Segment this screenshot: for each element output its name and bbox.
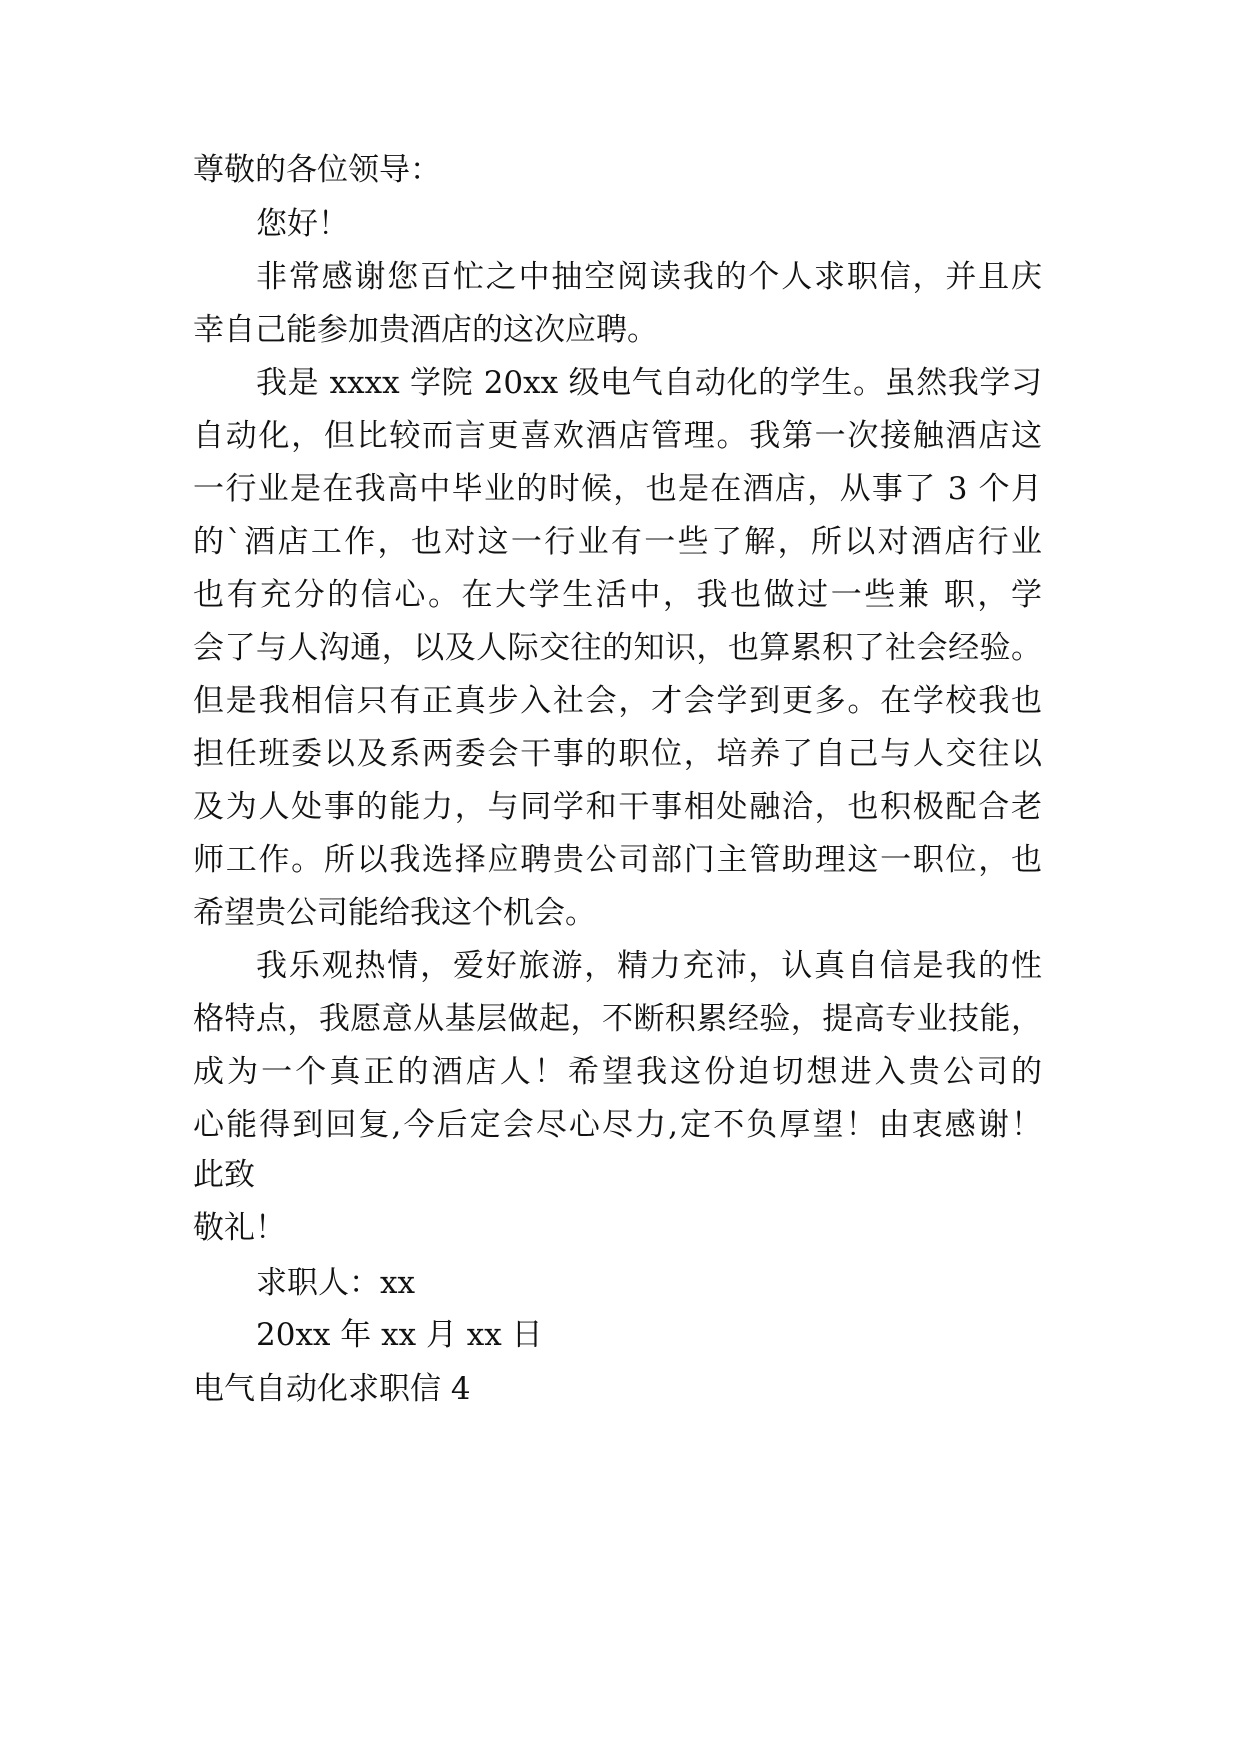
closing-line-2: 敬礼！	[193, 1210, 286, 1246]
closing-line-1: 此致	[193, 1157, 255, 1193]
paragraph-2-line: 自动化，但比较而言更喜欢酒店管理。我第一次接触酒店这	[193, 418, 1042, 454]
paragraph-2-line: 我是 xxxx 学院 20xx 级电气自动化的学生。虽然我学习	[256, 365, 1042, 401]
paragraph-3-line: 格特点，我愿意从基层做起，不断积累经验，提高专业技能，	[193, 1001, 1042, 1037]
paragraph-1-line: 非常感谢您百忙之中抽空阅读我的个人求职信，并且庆	[256, 259, 1042, 295]
applicant-signature: 求职人：xx	[256, 1265, 415, 1301]
paragraph-2-line: 一行业是在我高中毕业的时候，也是在酒店，从事了 3 个月	[193, 471, 1042, 507]
next-section-title: 电气自动化求职信 4	[193, 1371, 471, 1407]
letter-date: 20xx 年 xx 月 xx 日	[256, 1317, 543, 1353]
paragraph-2-line: 会了与人沟通，以及人际交往的知识，也算累积了社会经验。	[193, 630, 1042, 666]
paragraph-2-line: 也有充分的信心。在大学生活中，我也做过一些兼 职，学	[193, 577, 1042, 613]
paragraph-2-line: 师工作。所以我选择应聘贵公司部门主管助理这一职位，也	[193, 842, 1042, 878]
paragraph-3-line: 我乐观热情，爱好旅游，精力充沛，认真自信是我的性	[256, 948, 1042, 984]
paragraph-1-line: 幸自己能参加贵酒店的这次应聘。	[193, 312, 658, 348]
paragraph-2-line: 但是我相信只有正真步入社会，才会学到更多。在学校我也	[193, 683, 1042, 719]
greeting: 您好！	[256, 206, 349, 242]
paragraph-2-line: 担任班委以及系两委会干事的职位，培养了自己与人交往以	[193, 736, 1042, 772]
paragraph-2-line: 及为人处事的能力，与同学和干事相处融洽，也积极配合老	[193, 789, 1042, 825]
salutation: 尊敬的各位领导：	[193, 152, 441, 188]
paragraph-3-line: 心能得到回复,今后定会尽心尽力,定不负厚望！由衷感谢！	[193, 1107, 1042, 1143]
paragraph-2-line: 希望贵公司能给我这个机会。	[193, 895, 596, 931]
paragraph-2-line: 的`酒店工作，也对这一行业有一些了解，所以对酒店行业	[193, 524, 1042, 560]
paragraph-3-line: 成为一个真正的酒店人！希望我这份迫切想进入贵公司的	[193, 1054, 1042, 1090]
